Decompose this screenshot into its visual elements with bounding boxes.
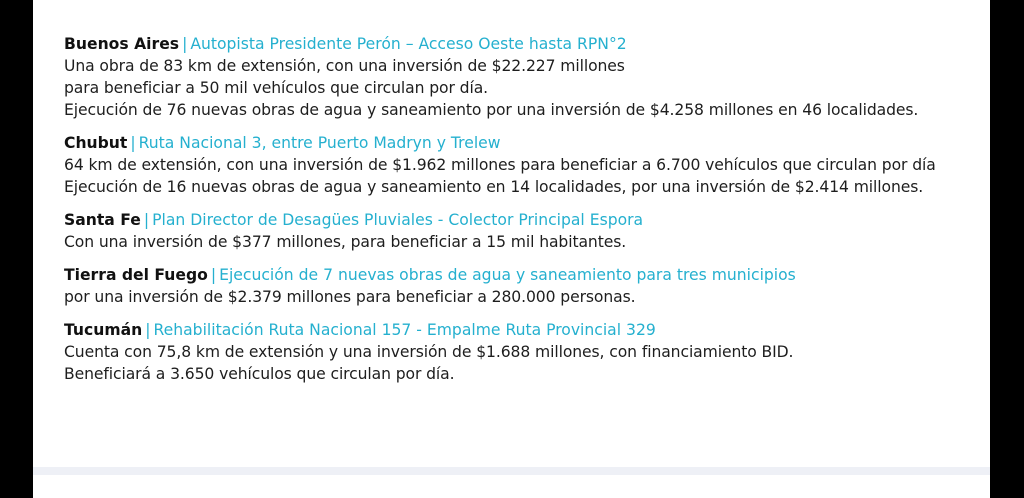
entry-heading	[64, 132, 990, 154]
description-line: 64 km de extensión, con una inversión de $1.962 millones para beneficiar a 6.700 vehículos que circulan por día	[64, 156, 936, 174]
description-line: para beneficiar a 50 mil vehículos que circulan por día.	[64, 79, 489, 97]
description-line: Una obra de 83 km de extensión, con una inversión de $22.227 millones	[64, 57, 625, 75]
description-line: Con una inversión de $377 millones, para beneficiar a 15 mil habitantes.	[64, 233, 627, 251]
project-title: Autopista Presidente Perón – Acceso Oeste hasta RPN°2	[190, 35, 627, 53]
province-name: Chubut	[64, 134, 128, 152]
entry-buenos-aires	[64, 33, 990, 121]
project-title: Ejecución de 7 nuevas obras de agua y saneamiento para tres municipios	[219, 266, 796, 284]
project-title: Plan Director de Desagües Pluviales - Colector Principal Espora	[152, 211, 644, 229]
document-page	[33, 0, 990, 498]
separator: |	[143, 211, 150, 229]
province-name: Tucumán	[64, 321, 143, 339]
description-line: Beneficiará a 3.650 vehículos que circulan por día.	[64, 365, 455, 383]
province-name: Tierra del Fuego	[64, 266, 208, 284]
project-title: Ruta Nacional 3, entre Puerto Madryn y Trelew	[138, 134, 501, 152]
description-line: Ejecución de 16 nuevas obras de agua y saneamiento en 14 localidades, por una inversión de $2.414 millones.	[64, 178, 924, 196]
entry-chubut	[64, 132, 990, 198]
description-line: Cuenta con 75,8 km de extensión y una inversión de $1.688 millones, con financiamiento BID.	[64, 343, 794, 361]
entry-santa-fe	[64, 209, 990, 253]
bottom-divider	[33, 467, 990, 475]
description-line: por una inversión de $2.379 millones para beneficiar a 280.000 personas.	[64, 288, 636, 306]
entry-heading	[64, 33, 990, 55]
province-name: Buenos Aires	[64, 35, 180, 53]
entry-tierra-del-fuego	[64, 264, 990, 308]
separator: |	[145, 321, 151, 339]
entry-heading	[64, 319, 990, 341]
separator: |	[182, 35, 188, 53]
project-title: Rehabilitación Ruta Nacional 157 - Empalme Ruta Provincial 329	[153, 321, 656, 339]
province-name: Santa Fe	[64, 211, 141, 229]
works-list	[64, 33, 990, 396]
entry-heading	[64, 264, 990, 286]
separator: |	[210, 266, 217, 284]
entry-heading	[64, 209, 990, 231]
description-line: Ejecución de 76 nuevas obras de agua y saneamiento por una inversión de $4.258 millones en 46 localidades.	[64, 101, 919, 119]
separator: |	[130, 134, 136, 152]
entry-tucuman	[64, 319, 990, 385]
